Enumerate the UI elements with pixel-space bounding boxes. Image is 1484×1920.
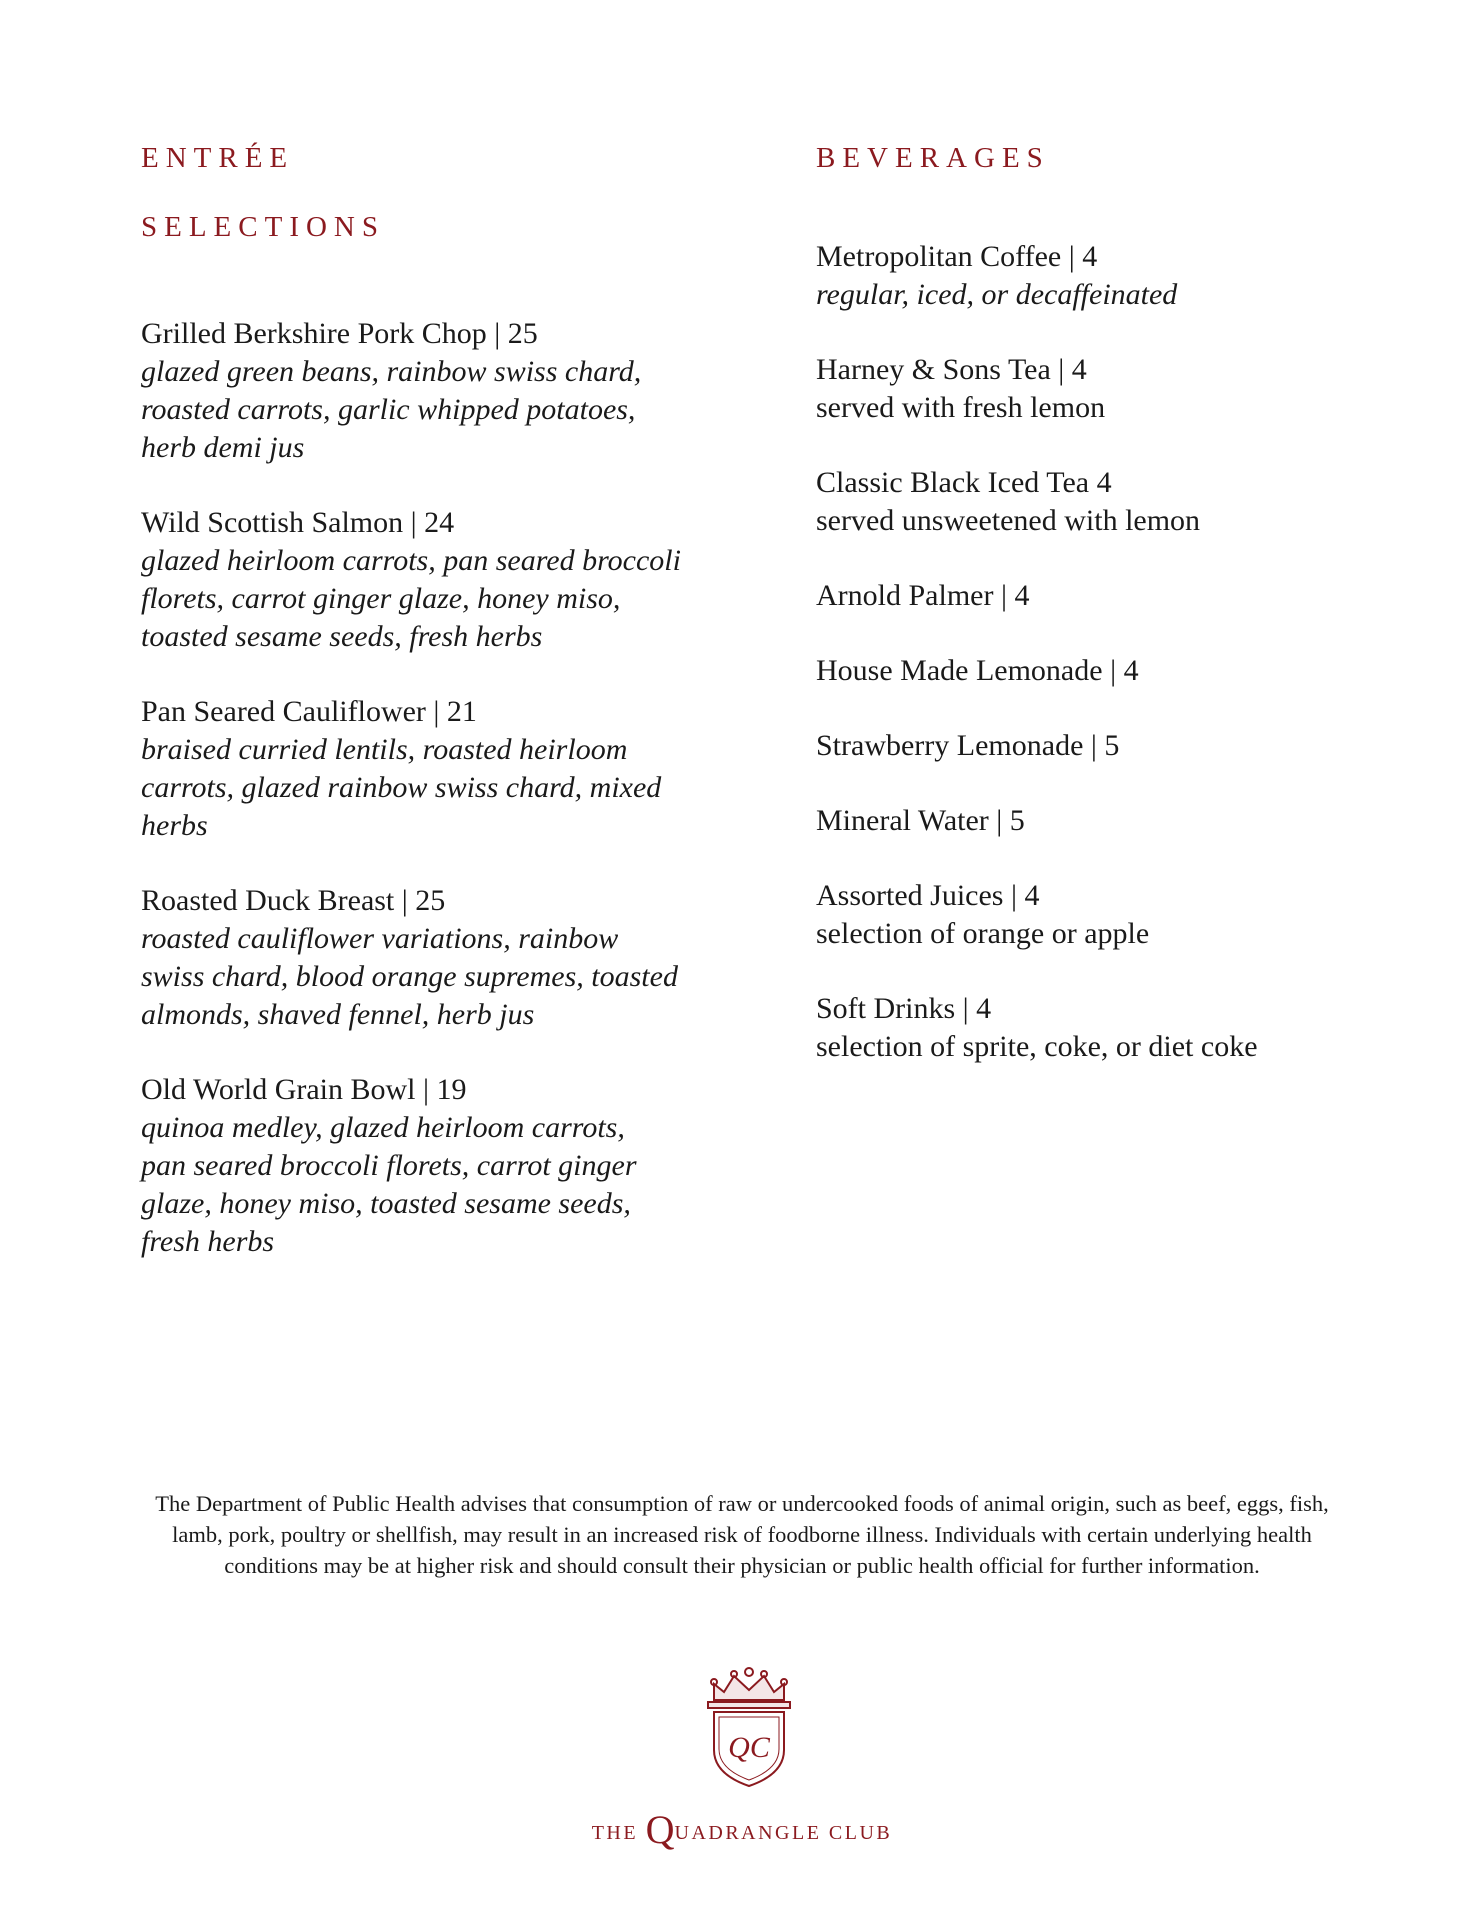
- brand-name: [0, 1806, 1484, 1853]
- beverage-item: [816, 238, 1416, 314]
- beverage-item-desc: selection of sprite, coke, or diet coke: [816, 1030, 1258, 1063]
- brand-q: Q: [645, 1807, 675, 1852]
- beverage-item-title: Classic Black Iced Tea 4: [816, 466, 1112, 499]
- brand-the: THE: [591, 1822, 639, 1844]
- entree-item-desc-line: roasted cauliflower variations, rainbow: [141, 922, 619, 955]
- health-notice: [90, 1488, 1394, 1581]
- entree-item: [141, 504, 701, 656]
- entree-item-desc-line: fresh herbs: [141, 1225, 275, 1258]
- selections-heading: SELECTIONS: [141, 211, 385, 243]
- entree-item: [141, 693, 701, 845]
- crest-icon: [704, 1662, 794, 1792]
- entree-item-desc-line: roasted carrots, garlic whipped potatoes,: [141, 393, 636, 426]
- beverage-item-desc: selection of orange or apple: [816, 917, 1150, 950]
- entree-item-title: Roasted Duck Breast | 25: [141, 884, 446, 917]
- health-notice-line: conditions may be at higher risk and should consult their physician or public health official for further information.: [224, 1553, 1260, 1578]
- beverage-item: [816, 877, 1416, 953]
- entree-item-title: Pan Seared Cauliflower | 21: [141, 695, 477, 728]
- entree-item-desc-line: glaze, honey miso, toasted sesame seeds,: [141, 1187, 631, 1220]
- beverage-item: [816, 802, 1416, 840]
- beverage-item-desc: served with fresh lemon: [816, 391, 1106, 424]
- entree-item: [141, 882, 701, 1034]
- entree-item-desc-line: florets, carrot ginger glaze, honey miso,: [141, 582, 621, 615]
- beverage-item-title: Harney & Sons Tea | 4: [816, 353, 1087, 386]
- beverages-heading: BEVERAGES: [816, 142, 1050, 174]
- beverage-item-desc: regular, iced, or decaffeinated: [816, 278, 1178, 311]
- entree-heading: ENTRÉE: [141, 142, 295, 174]
- beverage-item-title: Soft Drinks | 4: [816, 992, 992, 1025]
- health-notice-line: The Department of Public Health advises that consumption of raw or undercooked foods of animal origin, such as beef, eggs, fish,: [155, 1491, 1329, 1516]
- beverage-item-desc: served unsweetened with lemon: [816, 504, 1201, 537]
- beverage-item: [816, 351, 1416, 427]
- beverage-item: [816, 577, 1416, 615]
- beverage-item-title: House Made Lemonade | 4: [816, 654, 1139, 687]
- beverage-item-title: Arnold Palmer | 4: [816, 579, 1030, 612]
- entree-item-desc-line: glazed green beans, rainbow swiss chard,: [141, 355, 642, 388]
- entree-item-desc-line: herb demi jus: [141, 431, 305, 464]
- brand-rest: UADRANGLE CLUB: [674, 1822, 893, 1844]
- beverage-item: [816, 727, 1416, 765]
- entree-item-title: Old World Grain Bowl | 19: [141, 1073, 467, 1106]
- entree-item-desc-line: quinoa medley, glazed heirloom carrots,: [141, 1111, 625, 1144]
- beverage-item-title: Metropolitan Coffee | 4: [816, 240, 1098, 273]
- beverages-list: [816, 238, 1416, 1103]
- entree-item-desc-line: herbs: [141, 809, 208, 842]
- beverage-item: [816, 990, 1416, 1066]
- beverage-item: [816, 464, 1416, 540]
- entree-item-desc-line: pan seared broccoli florets, carrot ginger: [141, 1149, 637, 1182]
- entree-item-desc-line: swiss chard, blood orange supremes, toasted: [141, 960, 678, 993]
- beverage-item-title: Assorted Juices | 4: [816, 879, 1040, 912]
- entree-item-desc-line: braised curried lentils, roasted heirloom: [141, 733, 628, 766]
- beverage-item: [816, 652, 1416, 690]
- entree-item-title: Grilled Berkshire Pork Chop | 25: [141, 317, 538, 350]
- entree-item-desc-line: toasted sesame seeds, fresh herbs: [141, 620, 543, 653]
- entree-item-desc-line: glazed heirloom carrots, pan seared broccoli: [141, 544, 681, 577]
- health-notice-line: lamb, pork, poultry or shellfish, may result in an increased risk of foodborne illness. Individuals with certain underlying health: [172, 1522, 1312, 1547]
- beverage-item-title: Strawberry Lemonade | 5: [816, 729, 1120, 762]
- entree-item-title: Wild Scottish Salmon | 24: [141, 506, 455, 539]
- entree-item: [141, 315, 701, 467]
- beverage-item-title: Mineral Water | 5: [816, 804, 1025, 837]
- entree-list: [141, 315, 701, 1298]
- crest-monogram: QC: [728, 1731, 770, 1764]
- entree-item: [141, 1071, 701, 1261]
- entree-item-desc-line: carrots, glazed rainbow swiss chard, mixed: [141, 771, 662, 804]
- entree-item-desc-line: almonds, shaved fennel, herb jus: [141, 998, 535, 1031]
